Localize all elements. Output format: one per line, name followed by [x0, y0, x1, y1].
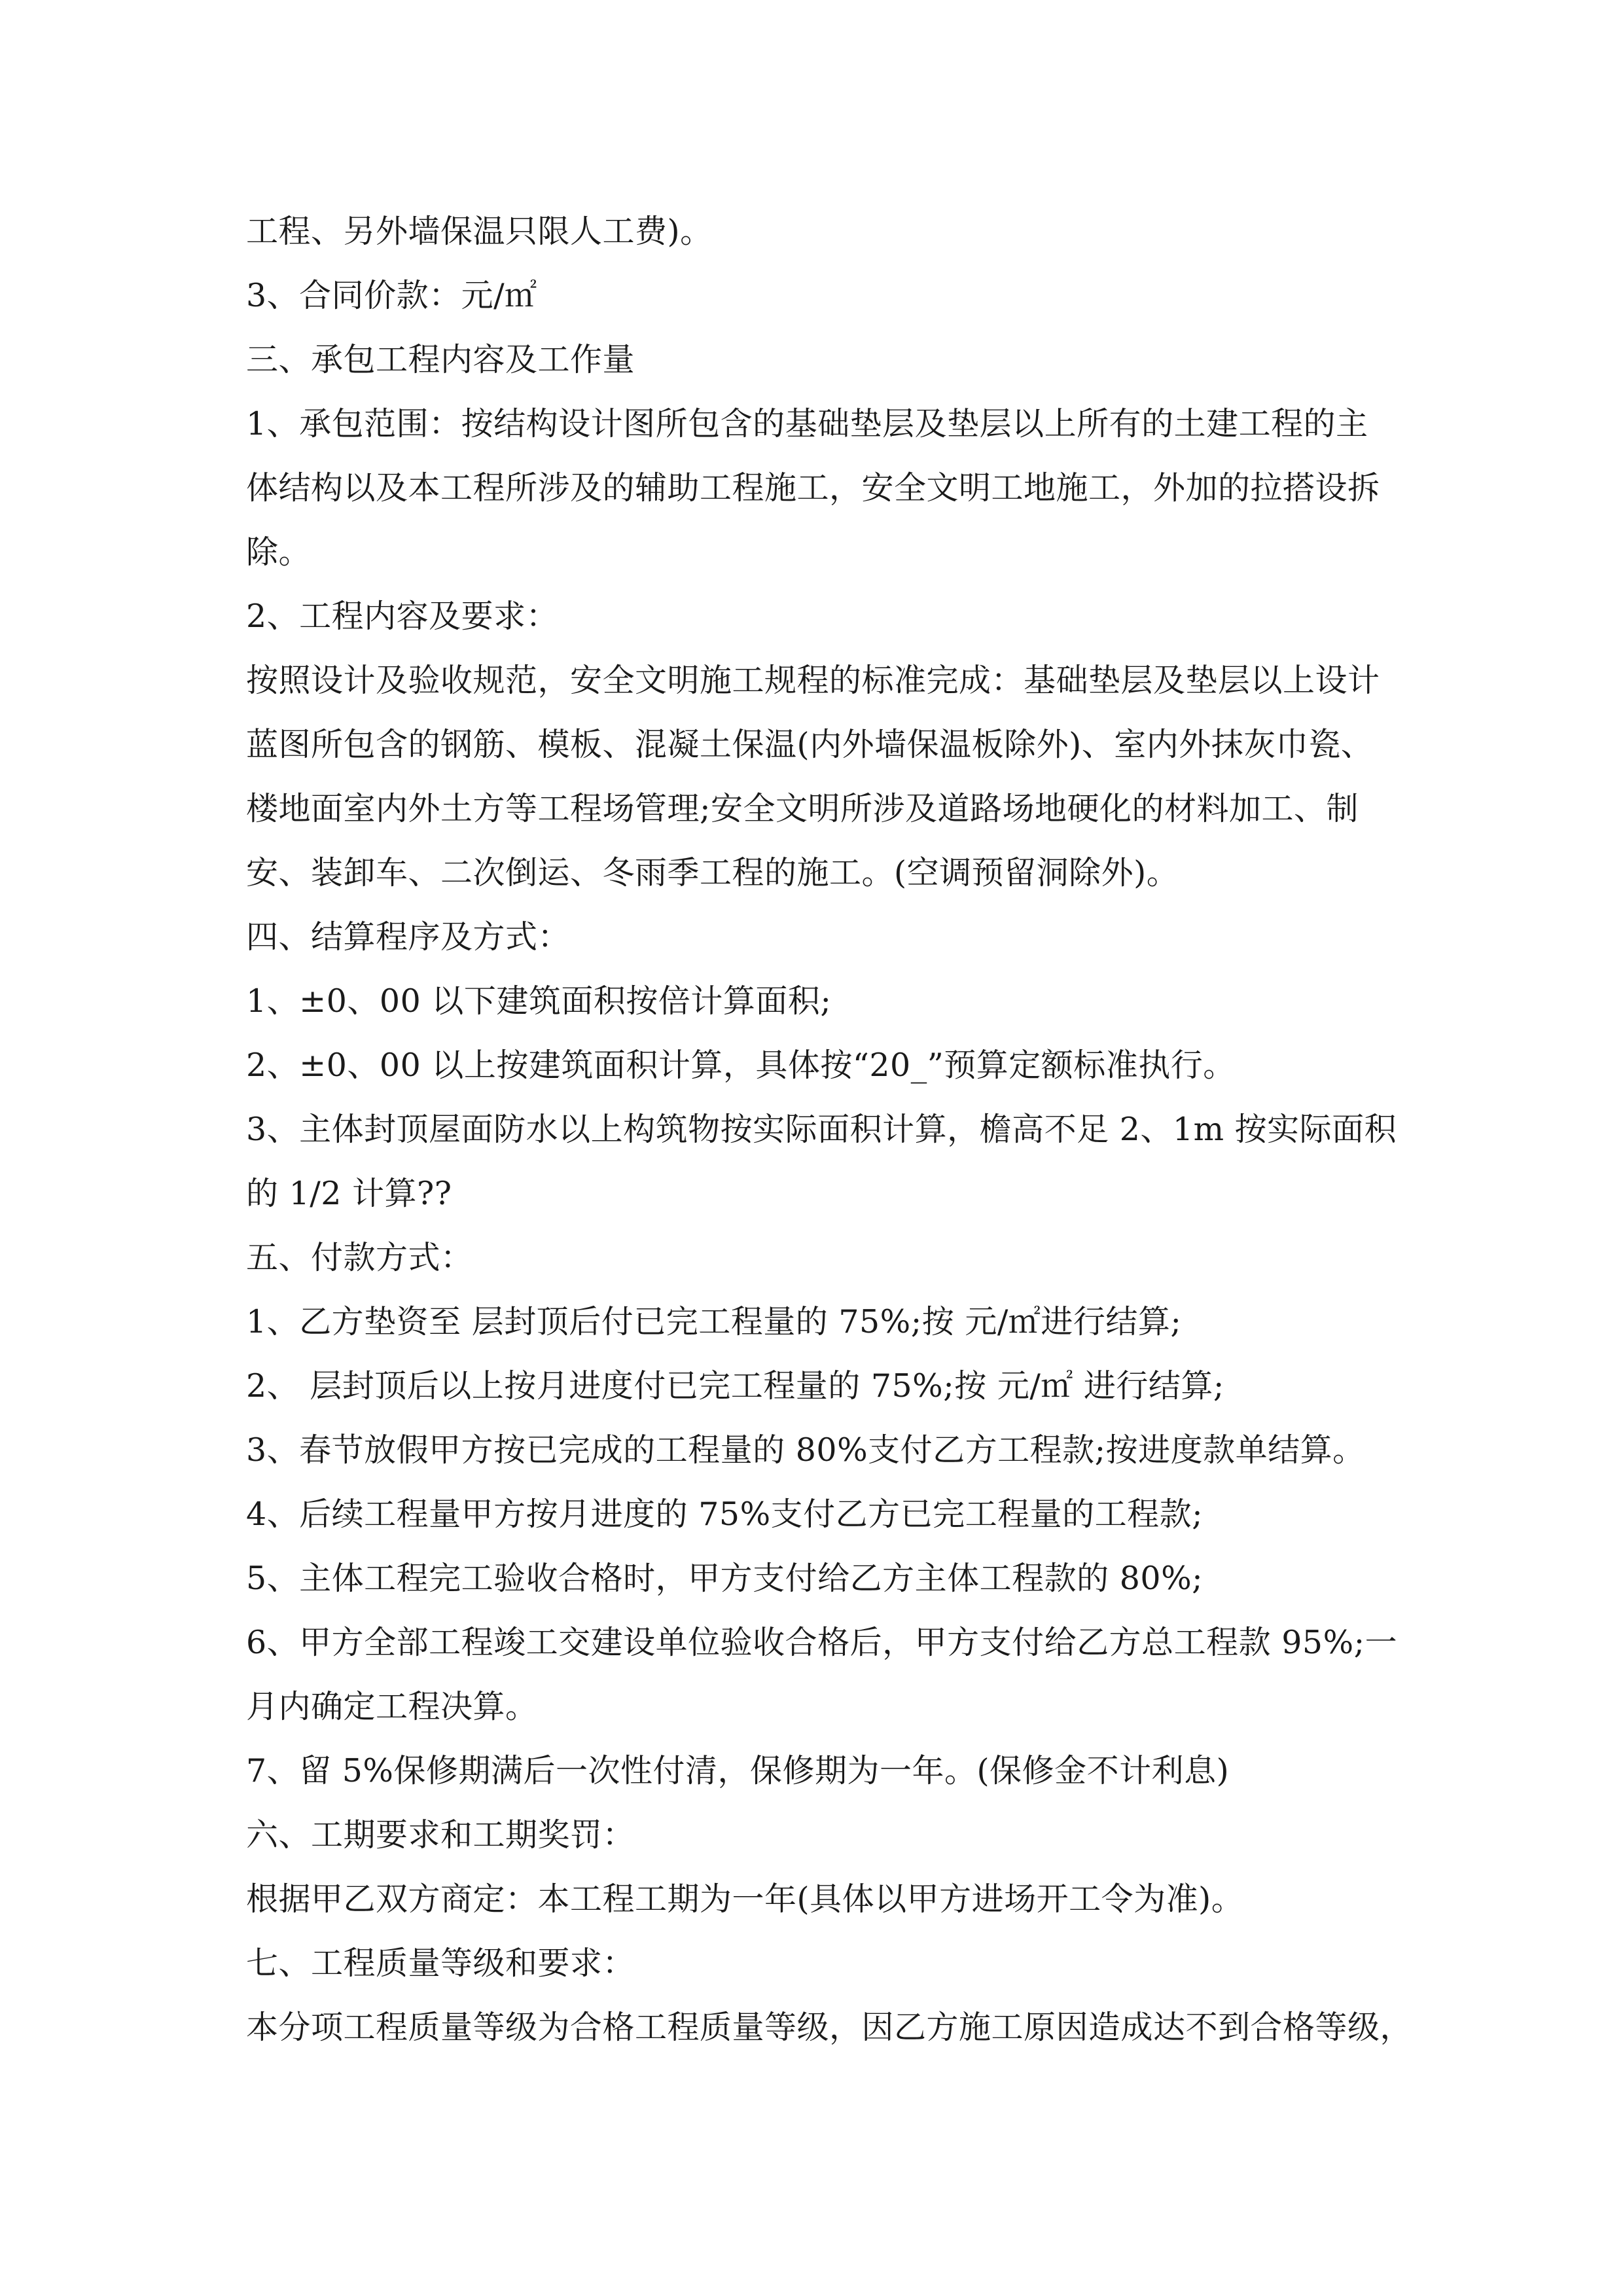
- text-line: 根据甲乙双方商定：本工程工期为一年(具体以甲方进场开工令为准)。: [246, 1880, 1244, 1918]
- text-line: 的 1/2 计算??: [246, 1175, 452, 1212]
- text-line: 月内确定工程决算。: [246, 1688, 538, 1725]
- text-line: 4、后续工程量甲方按月进度的 75%支付乙方已完工程量的工程款;: [246, 1496, 1204, 1533]
- text-line: 本分项工程质量等级为合格工程质量等级，因乙方施工原因造成达不到合格等级，: [246, 2009, 1413, 2046]
- section-heading: 三、承包工程内容及工作量: [246, 341, 635, 378]
- text-line: 6、甲方全部工程竣工交建设单位验收合格后，甲方支付给乙方总工程款 95%;一: [246, 1624, 1398, 1661]
- text-line: 1、承包范围：按结构设计图所包含的基础垫层及垫层以上所有的土建工程的主: [246, 405, 1368, 442]
- section-heading: 五、付款方式：: [246, 1239, 473, 1276]
- text-line: 蓝图所包含的钢筋、模板、混凝土保温(内外墙保温板除外)、室内外抹灰巾瓷、: [246, 726, 1374, 763]
- text-line: 楼地面室内外土方等工程场管理;安全文明所涉及道路场地硬化的材料加工、制: [246, 790, 1359, 827]
- text-line: 2、工程内容及要求：: [246, 598, 559, 635]
- text-line: 7、留 5%保修期满后一次性付清，保修期为一年。(保修金不计利息): [246, 1752, 1230, 1789]
- section-heading: 六、工期要求和工期奖罚：: [246, 1816, 635, 1854]
- document-body: [246, 200, 1413, 2060]
- text-line: 按照设计及验收规范，安全文明施工规程的标准完成：基础垫层及垫层以上设计: [246, 662, 1380, 699]
- section-heading: 七、工程质量等级和要求：: [246, 1945, 635, 1982]
- text-line: 2、±0、00 以上按建筑面积计算，具体按“20_”预算定额标准执行。: [246, 1047, 1236, 1084]
- text-line: 2、 层封顶后以上按月进度付已完工程量的 75%;按 元/㎡ 进行结算;: [246, 1367, 1224, 1405]
- text-line: 体结构以及本工程所涉及的辅助工程施工，安全文明工地施工，外加的拉搭设拆: [246, 469, 1380, 507]
- text-line: 1、±0、00 以下建筑面积按倍计算面积;: [246, 982, 832, 1020]
- text-line: 3、主体封顶屋面防水以上构筑物按实际面积计算，檐高不足 2、1m 按实际面积: [246, 1111, 1397, 1148]
- text-line: 除。: [246, 533, 312, 571]
- text-line: 安、装卸车、二次倒运、冬雨季工程的施工。(空调预留洞除外)。: [246, 854, 1179, 891]
- text-line: 3、合同价款：元/㎡: [246, 277, 537, 314]
- text-line: 3、春节放假甲方按已完成的工程量的 80%支付乙方工程款;按进度款单结算。: [246, 1431, 1365, 1469]
- section-heading: 四、结算程序及方式：: [246, 918, 571, 956]
- text-line: 5、主体工程完工验收合格时，甲方支付给乙方主体工程款的 80%;: [246, 1560, 1204, 1597]
- text-line: 1、乙方垫资至 层封顶后付已完工程量的 75%;按 元/㎡进行结算;: [246, 1303, 1182, 1340]
- text-line: 工程、另外墙保温只限人工费)。: [246, 213, 713, 250]
